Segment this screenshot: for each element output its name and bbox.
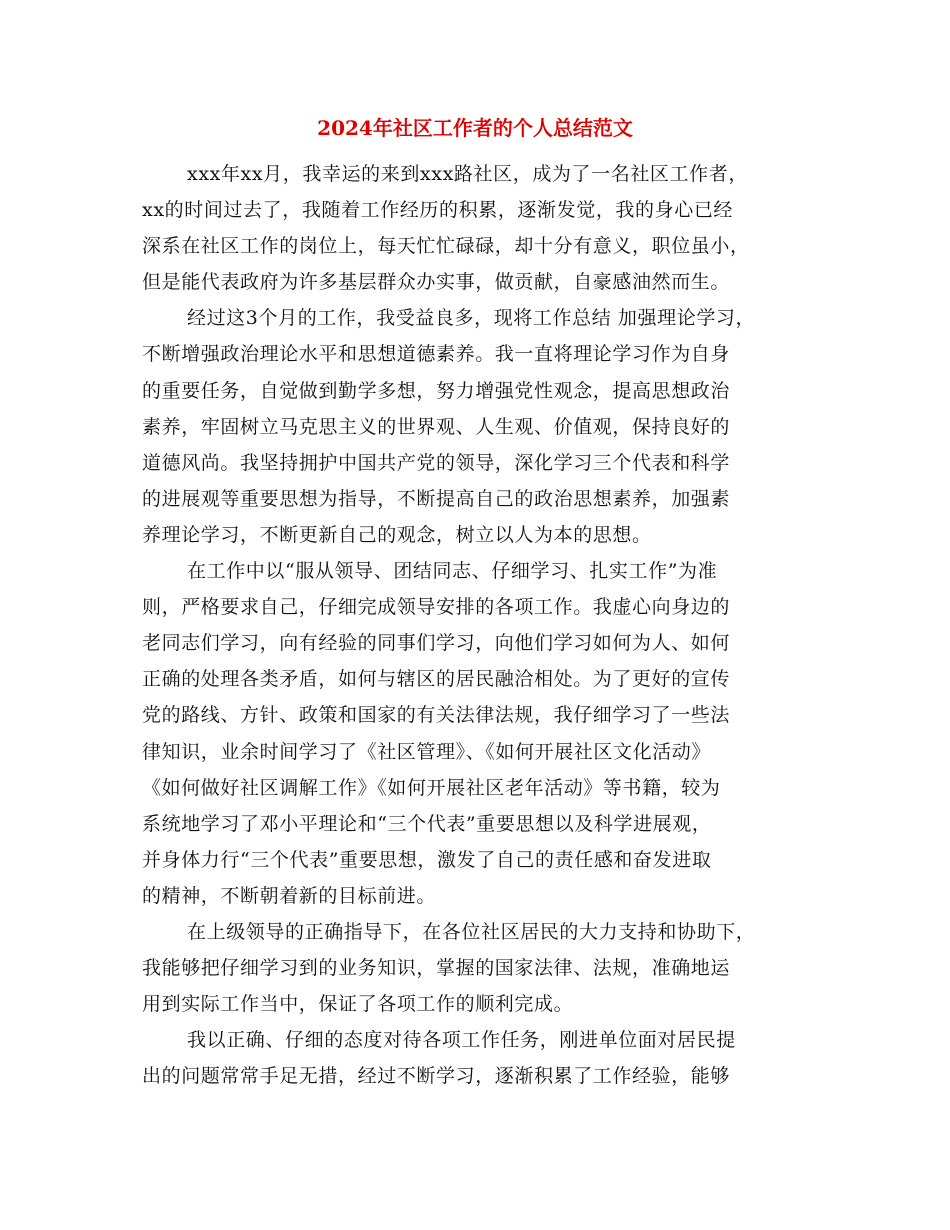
text-line: 则，严格要求自己，仔细完成领导安排的各项工作。我虚心向身边的	[142, 596, 731, 619]
paragraph-4	[142, 914, 802, 1022]
document-title: 2024年社区工作者的个人总结范文	[317, 116, 633, 140]
text-line: 在工作中以“服从领导、团结同志、仔细学习、扎实工作”为准	[187, 560, 718, 583]
paragraph-1	[142, 156, 802, 300]
text-line: 并身体力行“三个代表”重要思想，激发了自己的责任感和奋发进取	[142, 848, 712, 871]
text-line: 的进展观等重要思想为指导，不断提高自己的政治思想素养，加强素	[142, 487, 731, 510]
paragraph-3	[142, 553, 802, 914]
paragraph-5	[142, 1022, 802, 1094]
text-line: 养理论学习，不断更新自己的观念，树立以人为本的思想。	[142, 523, 652, 546]
text-line: 素养，牢固树立马克思主义的世界观、人生观、价值观，保持良好的	[142, 415, 731, 438]
text-line: 不断增强政治理论水平和思想道德素养。我一直将理论学习作为自身	[142, 343, 731, 366]
text-line: 的重要任务，自觉做到勤学多想，努力增强党性观念，提高思想政治	[142, 379, 731, 402]
text-line: 正确的处理各类矛盾，如何与辖区的居民融洽相处。为了更好的宣传	[142, 668, 731, 691]
text-line: 《如何做好社区调解工作》《如何开展社区老年活动》等书籍，较为	[142, 776, 721, 799]
text-line: 道德风尚。我坚持拥护中国共产党的领导，深化学习三个代表和科学	[142, 451, 731, 474]
text-line: 经过这3个月的工作，我受益良多，现将工作总结 加强理论学习，	[187, 307, 756, 330]
text-line: 系统地学习了邓小平理论和“三个代表”重要思想以及科学进展观，	[142, 812, 712, 835]
text-line: 党的路线、方针、政策和国家的有关法律法规，我仔细学习了一些法	[142, 704, 731, 727]
text-line: 深系在社区工作的岗位上，每天忙忙碌碌，却十分有意义，职位虽小，	[142, 235, 750, 258]
text-line: 出的问题常常手足无措，经过不断学习，逐渐积累了工作经验，能够	[142, 1065, 731, 1088]
text-line: 在上级领导的正确指导下，在各位社区居民的大力支持和协助下，	[187, 920, 756, 943]
text-line: 的精神，不断朝着新的目标前进。	[142, 884, 437, 907]
text-line: 老同志们学习，向有经验的同事们学习，向他们学习如何为人、如何	[142, 632, 731, 655]
text-line: 我以正确、仔细的态度对待各项工作任务，刚进单位面对居民提	[187, 1029, 736, 1052]
text-line: 律知识，业余时间学习了《社区管理》、《如何开展社区文化活动》	[142, 740, 712, 763]
text-line: 用到实际工作当中，保证了各项工作的顺利完成。	[142, 993, 574, 1016]
text-line: xxx年xx月，我幸运的来到xxx路社区，成为了一名社区工作者，	[187, 163, 748, 185]
document-body	[142, 156, 802, 1094]
text-line: 但是能代表政府为许多基层群众办实事，做贡献，自豪感油然而生。	[142, 271, 731, 294]
paragraph-2	[142, 300, 802, 553]
text-line: xx的时间过去了，我随着工作经历的积累，逐渐发觉，我的身心已经	[142, 199, 734, 222]
text-line: 我能够把仔细学习到的业务知识，掌握的国家法律、法规，准确地运	[142, 957, 731, 980]
